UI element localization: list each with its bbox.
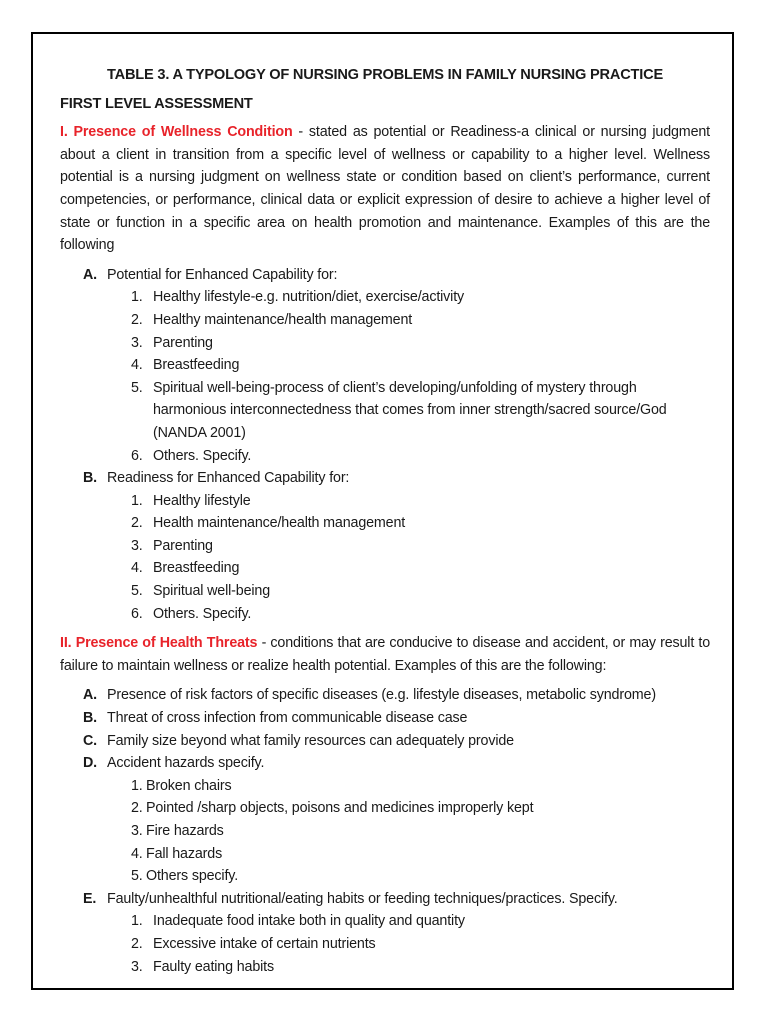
- list-item-text: Others. Specify.: [153, 447, 252, 464]
- list-item-text: Parenting: [153, 334, 213, 351]
- list-item-1b: B. Readiness for Enhanced Capability for:: [83, 470, 350, 487]
- list-item: [131, 286, 710, 309]
- list-item-text: Faulty eating habits: [153, 958, 274, 975]
- list-item: [131, 910, 710, 933]
- section-1-list: [83, 264, 710, 626]
- list-item: [131, 512, 710, 535]
- list-item-text: Fire hazards: [146, 823, 224, 839]
- section-subtitle: FIRST LEVEL ASSESSMENT: [60, 95, 253, 112]
- list-item-text: Health maintenance/health management: [153, 515, 406, 532]
- sublist-1b: [131, 490, 710, 626]
- list-item-number: 1.: [131, 289, 143, 306]
- list-item: [131, 933, 710, 956]
- list-item: [131, 354, 710, 377]
- list-item-2d: D. Accident hazards specify.: [83, 755, 265, 772]
- list-item-number: 2.: [131, 515, 143, 532]
- list-item: [131, 865, 710, 888]
- list-item: [131, 603, 710, 626]
- list-item-text: Inadequate food intake both in quality and quantity: [153, 913, 465, 930]
- section-1-paragraph: [60, 121, 710, 257]
- list-item-2c: C. Family size beyond what family resources can adequately provide: [83, 732, 514, 749]
- list-item-text: Others. Specify.: [153, 605, 252, 622]
- list-item: [131, 775, 710, 798]
- list-item-number: 2.: [131, 311, 143, 328]
- list-item-text: Breastfeeding: [153, 560, 240, 577]
- sublist-1a: [131, 286, 710, 467]
- list-item-number: 5.: [131, 379, 143, 396]
- list-item-number: 5.: [131, 868, 143, 885]
- list-item: [131, 956, 710, 979]
- sublist-2d: [131, 775, 710, 888]
- section-1-heading: I. Presence of Wellness Condition: [60, 124, 293, 141]
- list-item-number: 5.: [131, 583, 143, 600]
- list-item-text: Excessive intake of certain nutrients: [153, 935, 376, 952]
- list-item-number: 3.: [131, 537, 143, 554]
- list-item-number: 6.: [131, 605, 143, 622]
- list-item-2b: B. Threat of cross infection from communicable disease case: [83, 710, 468, 727]
- list-item-2e: E. Faulty/unhealthful nutritional/eating habits or feeding techniques/practices. Specify.: [83, 890, 618, 907]
- list-item-number: 4.: [131, 845, 143, 862]
- list-item-number: 1.: [131, 492, 143, 509]
- list-item-text: Healthy lifestyle: [153, 492, 251, 509]
- section-2-text: - conditions that are conducive to disease and accident, or may result to failure to maintain wellness or realize health potential. Examples of this are the following:: [60, 635, 711, 674]
- list-item-text: Fall hazards: [146, 845, 223, 862]
- list-item-number: 4.: [131, 560, 143, 577]
- list-item: [131, 580, 710, 603]
- list-item-text: Healthy maintenance/health management: [153, 311, 413, 328]
- list-item-text: Others specify.: [146, 868, 239, 885]
- list-item-text: Breastfeeding: [153, 357, 240, 374]
- list-item-text: Healthy lifestyle-e.g. nutrition/diet, exercise/activity: [153, 289, 465, 306]
- list-item-text: Broken chairs: [146, 777, 232, 794]
- document-body: [60, 64, 710, 978]
- section-2-list: [83, 684, 710, 978]
- list-item-1a: A. Potential for Enhanced Capability for:: [83, 266, 338, 283]
- list-item-number: 3.: [131, 334, 143, 351]
- list-item: [131, 557, 710, 580]
- list-item-number: 2.: [131, 935, 143, 952]
- list-item-2a: A. Presence of risk factors of specific diseases (e.g. lifestyle diseases, metabolic syndrome): [83, 687, 656, 704]
- list-item-number: 1.: [131, 777, 143, 794]
- section-2-heading: II. Presence of Health Threats: [60, 635, 258, 652]
- list-item-text: Parenting: [153, 537, 213, 554]
- list-item-text: Spiritual well-being: [153, 583, 270, 600]
- list-item: [131, 843, 710, 866]
- list-item: [131, 820, 710, 843]
- section-1-text: - stated as potential or Readiness-a clinical or nursing judgment about a client in transition from a specific level of wellness or capability to a higher level. Wellness potential is a nursing judgment on wellness state or condition based on client’s performance, current competencies, or performance, clinical data or explicit expression of desire to achieve a higher level of state or function in a specific area on health promotion and maintenance. Examples of this are the following: [60, 124, 710, 254]
- list-item-number: 3.: [131, 823, 143, 839]
- list-item: [131, 535, 710, 558]
- list-item: [131, 332, 710, 355]
- list-item: [131, 797, 710, 820]
- list-item-number: 1.: [131, 913, 143, 930]
- list-item-text: Spiritual well-being-process of client’s developing/unfolding of mystery through harmonious interconnectedness that comes from inner strength/sacred source/God (NANDA 2001): [153, 379, 667, 441]
- list-item: [131, 445, 710, 468]
- sublist-2e: [131, 910, 710, 978]
- list-item-number: 6.: [131, 447, 143, 464]
- list-item-number: 4.: [131, 357, 143, 374]
- list-item: [131, 309, 710, 332]
- list-item: [131, 490, 710, 513]
- table-title: TABLE 3. A TYPOLOGY OF NURSING PROBLEMS IN FAMILY NURSING PRACTICE: [106, 67, 663, 83]
- list-item: [131, 377, 710, 445]
- list-item-number: 2.: [131, 800, 143, 817]
- list-item-text: Pointed /sharp objects, poisons and medicines improperly kept: [146, 800, 534, 817]
- section-2-paragraph: [60, 632, 710, 677]
- list-item-number: 3.: [131, 958, 143, 975]
